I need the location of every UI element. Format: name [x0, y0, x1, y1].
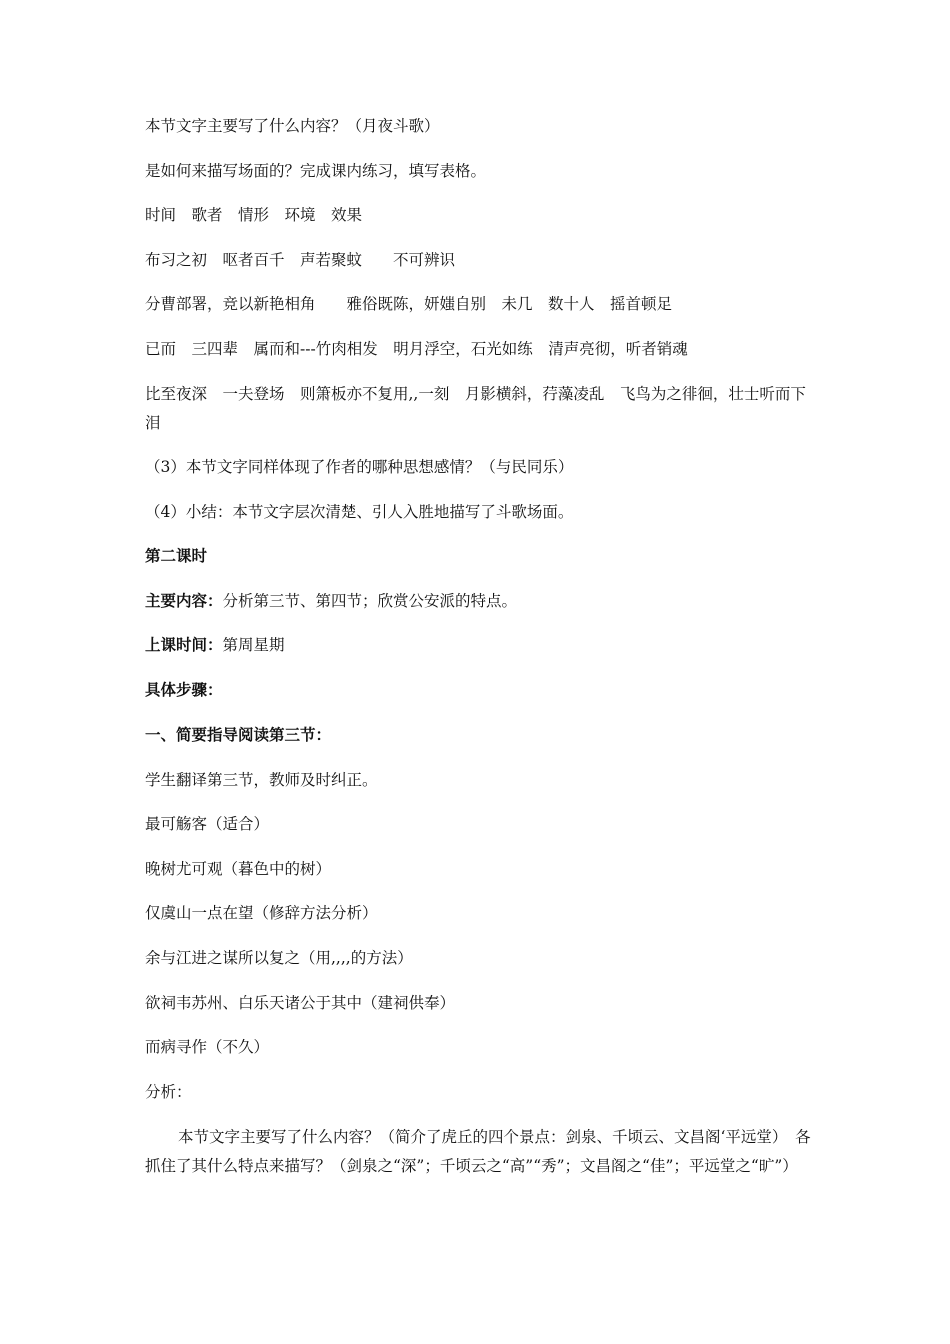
class-time-label: 上课时间：	[145, 635, 223, 654]
analysis-label: 分析：	[145, 1083, 192, 1101]
section-heading: 一、简要指导阅读第三节：	[145, 725, 332, 744]
table-header-line: 时间 歌者 情形 环境 效果	[145, 206, 363, 224]
class-time-line	[145, 631, 815, 659]
table-row-line: 比至夜深 一夫登场 则箫板亦不复用,,一刻 月影横斜，荇藻凌乱 飞鸟为之徘徊，壮士听而下泪	[145, 385, 806, 432]
question-method-line: 是如何来描写场面的？完成课内练习，填写表格。	[145, 162, 487, 180]
note-line: 晚树尤可观（暮色中的树）	[145, 860, 332, 878]
class-time-text: 第周星期	[222, 636, 285, 654]
note-line: 学生翻译第三节，教师及时纠正。	[145, 771, 378, 789]
note-line: 欲祠韦苏州、白乐天诸公于其中（建祠供奉）	[145, 994, 456, 1012]
table-row-line: 已而 三四辈 属而和---竹肉相发 明月浮空，石光如练 清声亮彻，听者销魂	[145, 340, 688, 358]
table-row-line: 分曹部署，竞以新艳相角 雅俗既陈，妍媸自别 未几 数十人 摇首顿足	[145, 295, 673, 313]
question-3-line: （3）本节文字同样体现了作者的哪种思想感情？（与民同乐）	[145, 458, 574, 476]
note-line: 余与江进之谋所以复之（用,,,,的方法）	[145, 949, 413, 967]
main-content-line	[145, 587, 815, 615]
main-content-text: 分析第三节、第四节；欣赏公安派的特点。	[222, 592, 518, 610]
analysis-paragraph: 本节文字主要写了什么内容？（简介了虎丘的四个景点：剑泉、千顷云、文昌阁‘平远堂） 各抓住了其什么特点来描写？（剑泉之“深”；千顷云之“高”“秀”；文昌阁之“佳”；平远堂之“旷”）	[145, 1128, 811, 1175]
note-line: 而病寻作（不久）	[145, 1038, 270, 1056]
main-content-label: 主要内容：	[145, 591, 223, 610]
note-line: 仅虞山一点在望（修辞方法分析）	[145, 904, 378, 922]
question-content-line: 本节文字主要写了什么内容？（月夜斗歌）	[145, 117, 440, 135]
note-line: 最可觞客（适合）	[145, 815, 270, 833]
summary-line: （4）小结：本节文字层次清楚、引人入胜地描写了斗歌场面。	[145, 503, 574, 521]
lesson-title: 第二课时	[145, 546, 208, 565]
steps-heading: 具体步骤：	[145, 680, 223, 699]
table-row-line: 布习之初 呕者百千 声若聚蚊 不可辨识	[145, 251, 456, 269]
